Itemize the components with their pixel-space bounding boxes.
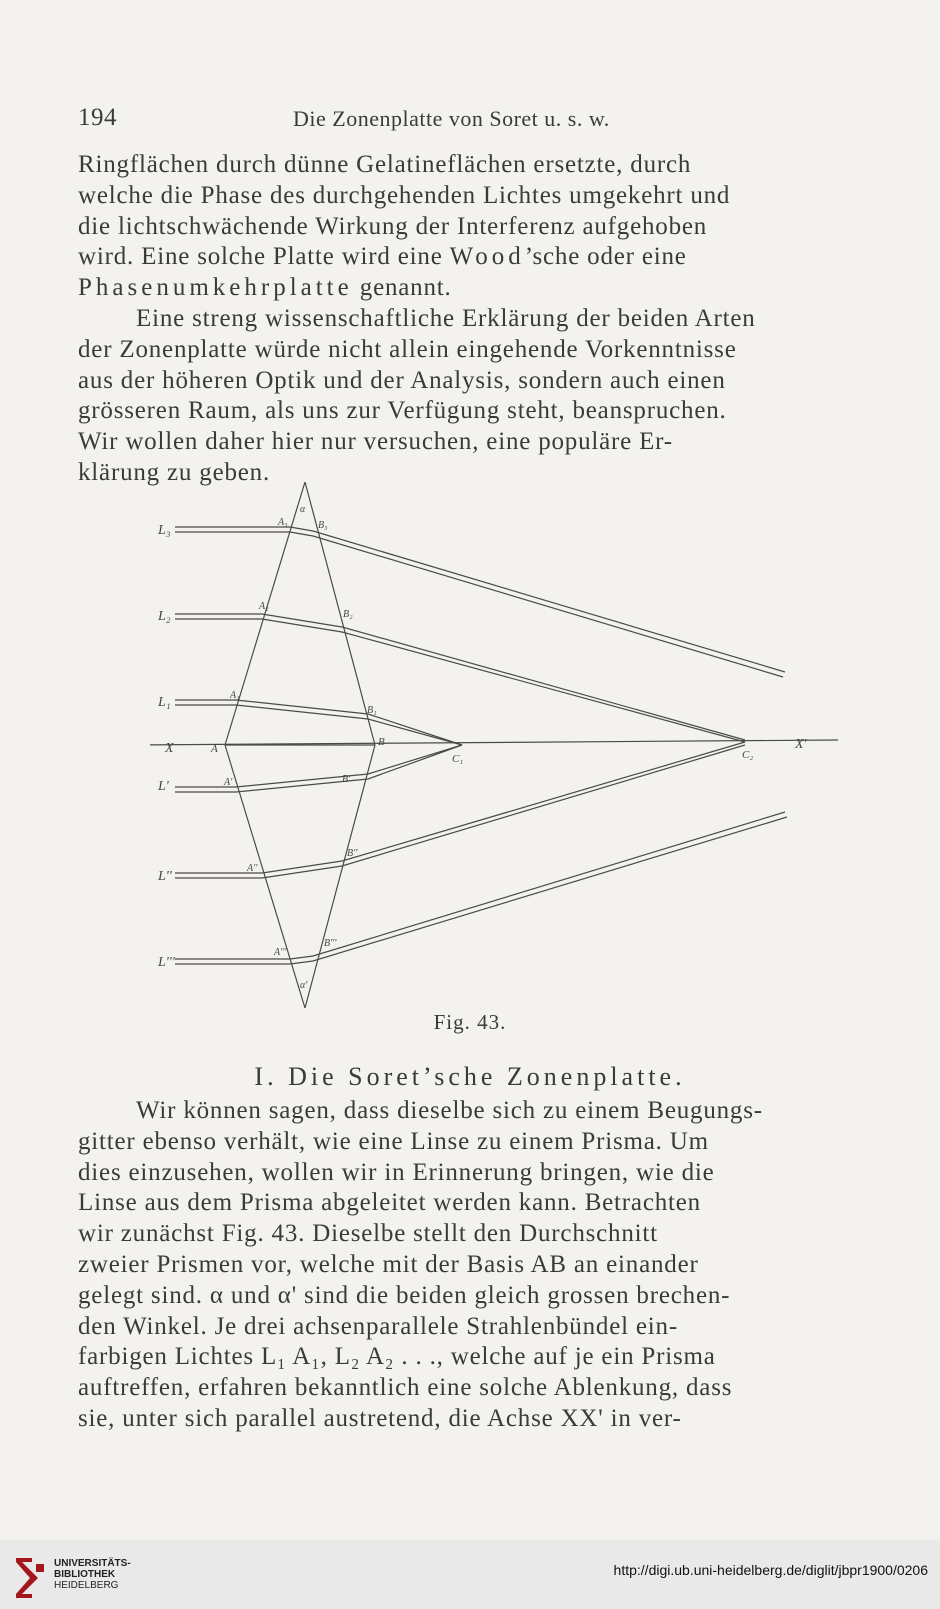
- label-app: A'': [247, 863, 258, 874]
- ray-lppp-a: [175, 812, 785, 959]
- ray-l1-b: [175, 705, 462, 745]
- spaced-term-phasenumkehrplatte: Phasenumkehrplatte: [78, 274, 353, 302]
- label-bp: B': [342, 774, 351, 785]
- paragraph-3: [78, 1096, 868, 1435]
- label-a3: A₃: [278, 517, 288, 528]
- text-line: den Winkel. Je drei achsenparallele Strahlenbündel ein-: [78, 1312, 678, 1340]
- text-line: grösseren Raum, als uns zur Verfügung steht, beanspruchen.: [78, 397, 727, 425]
- text-line: Ringflächen durch dünne Gelatineflächen ersetzte, durch: [78, 151, 692, 178]
- text-line: sie, unter sich parallel austretend, die Achse XX' in ver-: [78, 1404, 682, 1432]
- ray-l2-b: [175, 619, 745, 742]
- label-a1: A₁: [230, 690, 240, 701]
- label-xp: X': [795, 737, 807, 752]
- label-a2: A₂: [259, 601, 269, 612]
- paragraph-2: [78, 304, 868, 489]
- text-line: Wir wollen daher hier nur versuchen, eine populäre Er-: [78, 428, 673, 456]
- label-lp: L': [158, 779, 169, 794]
- text-line: dies einzusehen, wollen wir in Erinnerung bringen, wie die: [78, 1158, 715, 1186]
- text-segment: wird. Eine solche Platte wird eine: [78, 243, 450, 271]
- label-c2: C₂: [742, 749, 754, 761]
- label-alpha: α: [300, 504, 306, 515]
- text-line: zweier Prismen vor, welche mit der Basis AB an einander: [78, 1250, 699, 1278]
- label-b1: B₁: [367, 705, 377, 716]
- text-line: die lichtschwächende Wirkung der Interferenz aufgehoben: [78, 212, 708, 240]
- label-c1: C₁: [452, 753, 464, 765]
- label-l3: L₃: [158, 523, 171, 538]
- label-l1: L₁: [158, 695, 171, 710]
- label-ap: A': [224, 777, 233, 788]
- prism-upper-right-edge: [305, 482, 375, 745]
- text-line: Eine streng wissenschaftliche Erklärung der beiden Arten: [136, 305, 756, 332]
- label-lppp: L''': [158, 955, 175, 970]
- ray-lp-a: [175, 745, 462, 787]
- institution-line: UNIVERSITÄTS-: [54, 1558, 131, 1569]
- label-b2: B₂: [343, 609, 353, 620]
- text-line: Wir können sagen, dass dieselbe sich zu einem Beugungs-: [136, 1097, 763, 1124]
- text-segment: ’sche oder eine: [524, 243, 687, 271]
- figure-caption: Fig. 43.: [433, 1010, 507, 1034]
- text-line: gelegt sind. α und α' sind die beiden gleich grossen brechen-: [78, 1281, 731, 1309]
- text-line: welche die Phase des durchgehenden Lichtes umgekehrt und: [78, 181, 731, 209]
- text-line: [78, 273, 868, 304]
- text-line: Linse aus dem Prisma abgeleitet werden kann. Betrachten: [78, 1189, 701, 1217]
- text-line: der Zonenplatte würde nicht allein eingehende Vorkenntnisse: [78, 335, 737, 363]
- text-line: klärung zu geben.: [78, 458, 271, 486]
- page-header: [78, 104, 868, 134]
- label-bpp: B'': [347, 848, 358, 859]
- text-line: gitter ebenso verhält, wie eine Linse zu einem Prisma. Um: [78, 1127, 709, 1155]
- label-lpp: L'': [158, 869, 172, 884]
- text-line: auftreffen, erfahren bekanntlich eine solche Ablenkung, dass: [78, 1374, 733, 1402]
- library-footer: [0, 1540, 940, 1609]
- university-library-logo-icon: [12, 1554, 48, 1598]
- label-appp: A''': [274, 947, 287, 958]
- axis-xx: [150, 740, 838, 745]
- label-bppp: B''': [324, 938, 337, 949]
- section-title: I. Die Soret’sche Zonenplatte.: [254, 1062, 686, 1091]
- figure-43-prism-diagram: [150, 478, 850, 1018]
- institution-line: HEIDELBERG: [54, 1580, 119, 1591]
- spaced-name-wood: Wood: [449, 243, 525, 271]
- text-segment: genannt.: [352, 274, 452, 302]
- institution-name: [54, 1558, 131, 1591]
- label-a: A: [211, 743, 218, 755]
- ray-lp-b: [175, 745, 462, 792]
- label-alphap: α': [300, 980, 308, 991]
- running-title: Die Zonenplatte von Soret u. s. w.: [293, 106, 610, 131]
- label-l2: L₂: [158, 609, 171, 624]
- text-line: aus der höheren Optik und der Analysis, sondern auch einen: [78, 366, 726, 394]
- label-x: X: [165, 741, 174, 756]
- label-b3: B₃: [318, 520, 328, 531]
- paragraph-1: [78, 150, 868, 304]
- text-line: [78, 242, 868, 273]
- ray-l2-a: [175, 614, 745, 740]
- label-b: B: [378, 736, 385, 748]
- text-line: farbigen Lichtes L₁ A₁, L₂ A₂ . . ., welche auf je ein Prisma: [78, 1343, 716, 1371]
- text-line: wir zunächst Fig. 43. Dieselbe stellt den Durchschnitt: [78, 1220, 658, 1248]
- source-url-link[interactable]: http://digi.ub.uni-heidelberg.de/diglit/jbpr1900/0206: [613, 1562, 928, 1578]
- page-number: 194: [78, 104, 117, 131]
- institution-line: BIBLIOTHEK: [54, 1569, 116, 1580]
- ray-l1-a: [175, 700, 462, 745]
